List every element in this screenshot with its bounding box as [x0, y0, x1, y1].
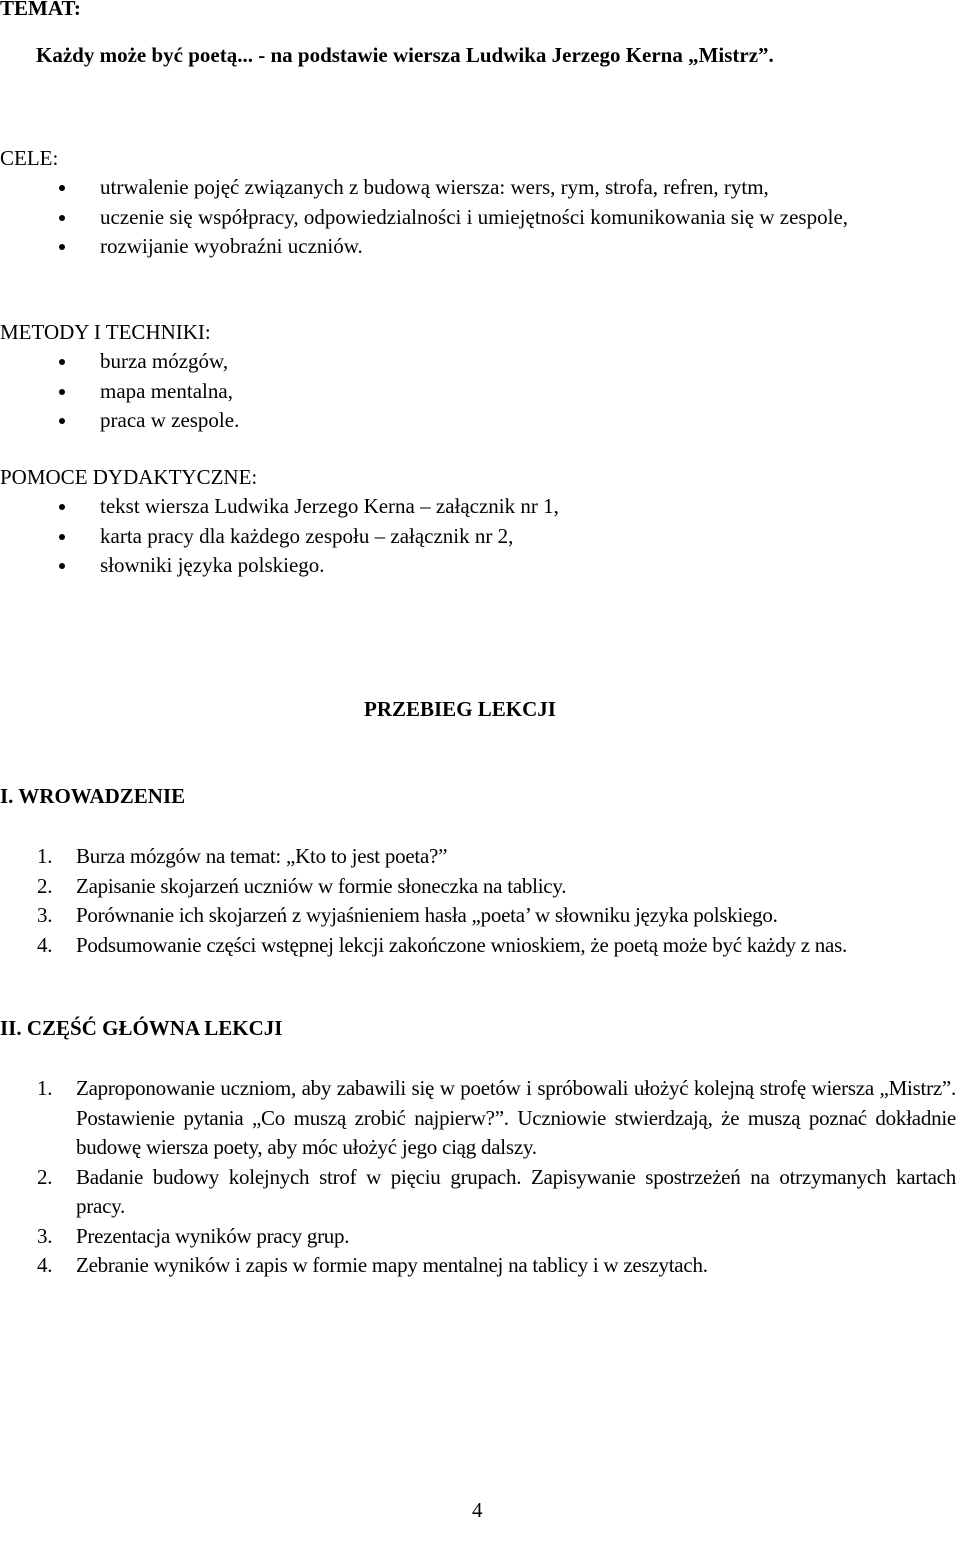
main-list [0, 1074, 960, 1281]
topic-text: Każdy może być poetą... - na podstawie wiersza Ludwika Jerzego Kerna „Mistrz”. [36, 43, 774, 67]
main-heading: II. CZĘŚĆ GŁÓWNA LEKCJI [0, 1016, 283, 1040]
item-text: Zaproponowanie uczniom, aby zabawili się w poetów i spróbowali ułożyć kolejną strofę wiersza „Mistrz”. Postawienie pytania „Co muszą zrobić najpierw?”. Uczniowie stwierdzają, że muszą poznać dokładnie budowę wiersza poety, aby móc ułożyć jego ciąg dalszy. [76, 1076, 956, 1159]
item-number: 2. [37, 1164, 53, 1189]
list-item: mapa mentalna, [0, 377, 960, 407]
item-number: 4. [37, 932, 53, 957]
list-item [0, 1163, 960, 1222]
item-number: 3. [37, 1223, 53, 1248]
item-text: Prezentacja wyników pracy grup. [76, 1223, 350, 1248]
item-number: 3. [37, 903, 53, 927]
list-item [0, 901, 960, 931]
item-text: Burza mózgów na temat: „Kto to jest poeta?” [76, 844, 448, 868]
item-text: Porównanie ich skojarzeń z wyjaśnieniem hasła „poeta’ w słowniku języka polskiego. [76, 903, 778, 927]
item-text: Badanie budowy kolejnych strof w pięciu grupach. Zapisywanie spostrzeżeń na otrzymanych kartach pracy. [76, 1164, 956, 1218]
intro-list [0, 842, 960, 960]
list-item: praca w zespole. [0, 406, 960, 436]
list-item [0, 872, 960, 902]
intro-heading: I. WROWADZENIE [0, 784, 186, 808]
list-item: karta pracy dla każdego zespołu – załącznik nr 2, [0, 522, 960, 552]
item-number: 1. [37, 1076, 53, 1100]
list-item: utrwalenie pojęć związanych z budową wiersza: wers, rym, strofa, refren, rytm, [0, 173, 944, 203]
list-item [0, 1222, 960, 1252]
list-item: słowniki języka polskiego. [0, 551, 960, 581]
list-item [0, 842, 960, 872]
list-item: burza mózgów, [0, 347, 960, 377]
item-number: 2. [37, 873, 53, 898]
list-item [0, 1251, 960, 1281]
goals-list [0, 173, 944, 262]
item-text: Zebranie wyników i zapis w formie mapy mentalnej na tablicy i w zeszytach. [76, 1253, 708, 1277]
item-text: Zapisanie skojarzeń uczniów w formie słoneczka na tablicy. [76, 873, 567, 898]
methods-heading: METODY I TECHNIKI: [0, 320, 211, 344]
course-title: PRZEBIEG LEKCJI [364, 697, 556, 721]
goals-heading: CELE: [0, 146, 59, 170]
aids-heading: POMOCE DYDAKTYCZNE: [0, 465, 258, 489]
topic-heading: TEMAT: [0, 0, 81, 20]
list-item [0, 1074, 960, 1163]
item-number: 4. [37, 1253, 53, 1277]
item-number: 1. [37, 844, 53, 868]
list-item [0, 931, 960, 961]
list-item: uczenie się współpracy, odpowiedzialności i umiejętności komunikowania się w zespole, [0, 203, 944, 233]
methods-list [0, 347, 960, 436]
aids-list [0, 492, 960, 581]
page-number: 4 [472, 1498, 483, 1522]
item-text: Podsumowanie części wstępnej lekcji zakończone wnioskiem, że poetą może być każdy z nas. [76, 932, 848, 957]
list-item: rozwijanie wyobraźni uczniów. [0, 232, 944, 262]
list-item: tekst wiersza Ludwika Jerzego Kerna – załącznik nr 1, [0, 492, 960, 522]
